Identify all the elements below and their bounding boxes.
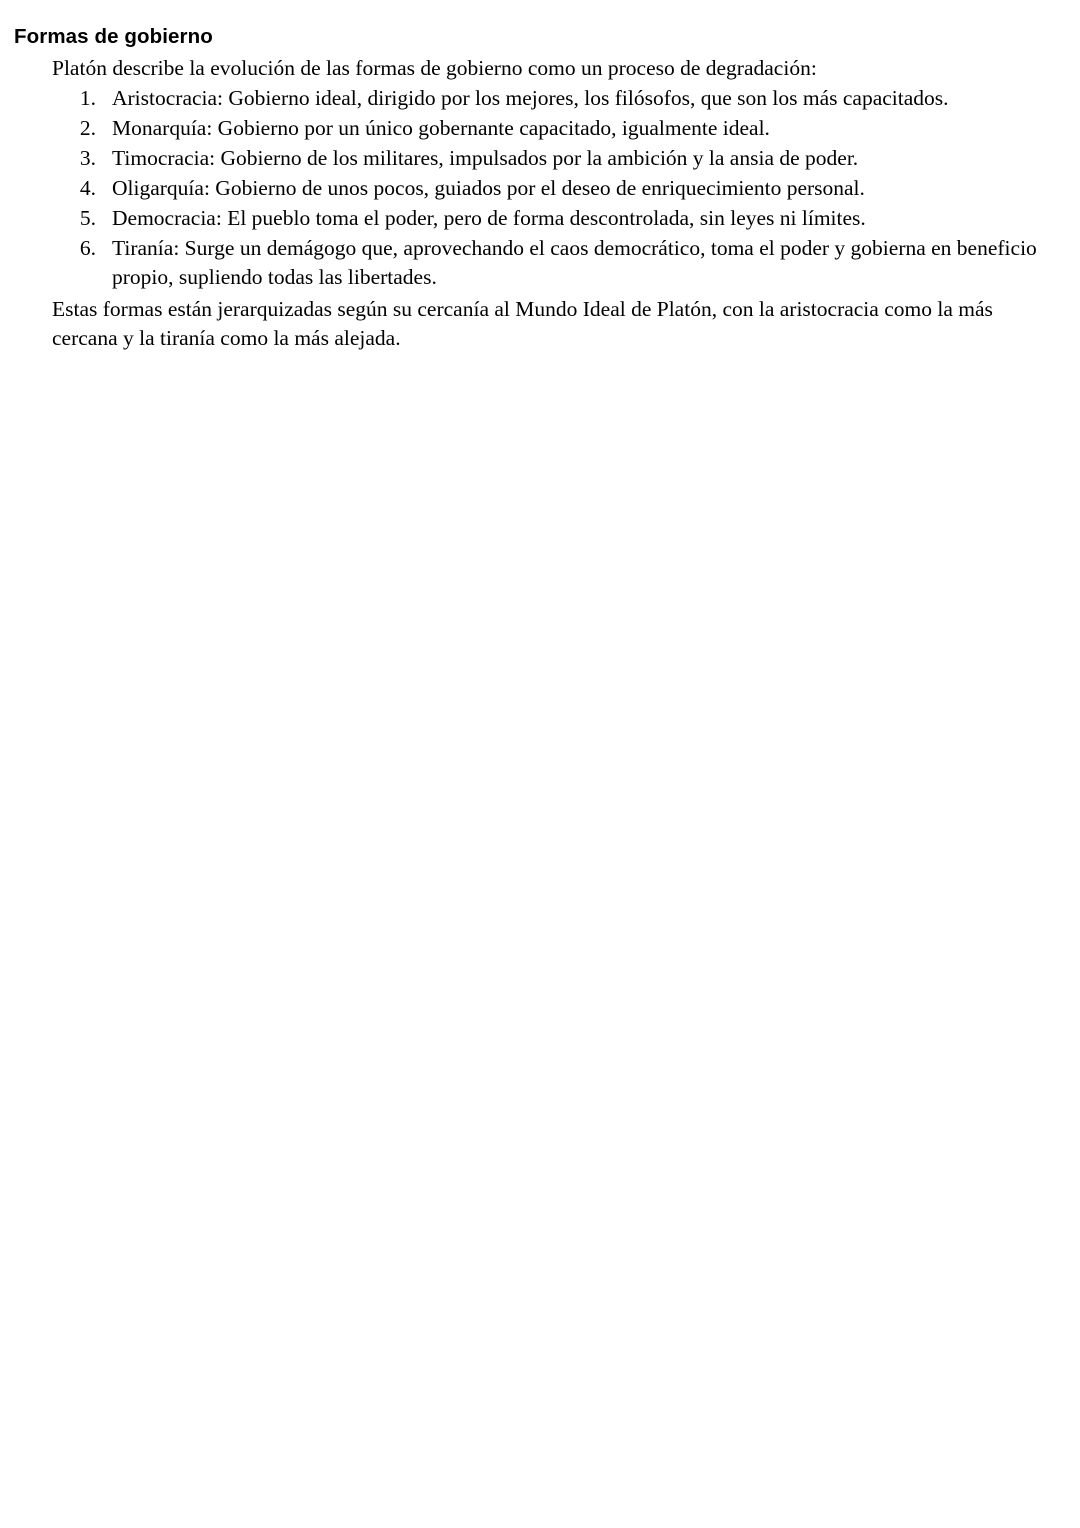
closing-paragraph: Estas formas están jerarquizadas según su cercanía al Mundo Ideal de Platón, con la aristocracia como la más cercana y la tiranía como la más alejada. <box>52 297 993 350</box>
list-item-marker: 4. <box>79 176 96 201</box>
list-item-marker: 3. <box>79 146 96 171</box>
list-item <box>52 84 1062 113</box>
intro-paragraph: Platón describe la evolución de las formas de gobierno como un proceso de degradación: <box>52 55 817 80</box>
list-item-text: Monarquía: Gobierno por un único gobernante capacitado, igualmente ideal. <box>112 116 770 141</box>
list-item-marker: 5. <box>79 206 96 231</box>
list-item <box>52 204 1062 233</box>
list-item <box>52 114 1062 143</box>
list-item <box>52 144 1062 173</box>
forms-of-government-list <box>14 84 1062 292</box>
list-item-text: Oligarquía: Gobierno de unos pocos, guiados por el deseo de enriquecimiento personal. <box>112 176 865 201</box>
list-item-text: Tiranía: Surge un demágogo que, aprovechando el caos democrático, toma el poder y gobierna en beneficio propio, supliendo todas las libertades. <box>112 236 1037 290</box>
list-item-marker: 2. <box>79 116 96 141</box>
list-item-text: Aristocracia: Gobierno ideal, dirigido por los mejores, los filósofos, que son los más capacitados. <box>112 86 949 110</box>
list-item <box>52 234 1062 292</box>
list-item-marker: 1. <box>79 86 96 110</box>
list-item-marker: 6. <box>79 236 96 261</box>
page-title: Formas de gobierno <box>14 25 213 48</box>
list-item <box>52 174 1062 203</box>
list-item-text: Timocracia: Gobierno de los militares, impulsados por la ambición y la ansia de poder. <box>112 146 859 171</box>
list-item-text: Democracia: El pueblo toma el poder, pero de forma descontrolada, sin leyes ni límites. <box>112 206 866 231</box>
